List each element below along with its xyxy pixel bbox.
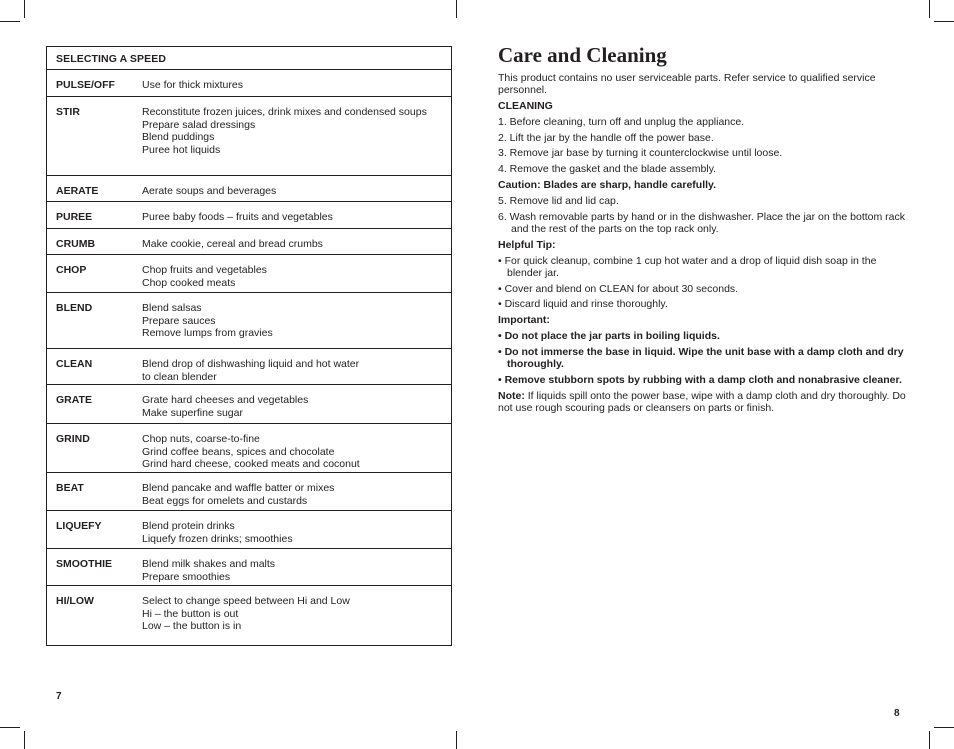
speed-use: Liquefy frozen drinks; smoothies — [142, 532, 293, 545]
cleaning-step: 1. Before cleaning, turn off and unplug the appliance. — [498, 115, 745, 128]
speed-use: Aerate soups and beverages — [142, 185, 277, 197]
speed-uses — [142, 185, 451, 201]
helpful-tip-heading: Helpful Tip: — [498, 238, 556, 251]
speed-name: PUREE — [56, 211, 93, 223]
center-fold-mark — [456, 0, 457, 18]
speed-use: Make cookie, cereal and bread crumbs — [142, 238, 323, 250]
cleaning-step: 4. Remove the gasket and the blade assembly. — [498, 163, 717, 176]
crop-mark — [0, 21, 20, 22]
table-row — [47, 70, 451, 97]
table-row — [47, 255, 451, 293]
speed-use: Beat eggs for omelets and custards — [142, 494, 308, 507]
speed-use: Blend salsas — [142, 302, 202, 314]
table-row — [47, 473, 451, 511]
note-text: If liquids spill onto the power base, wipe with a damp cloth and dry thoroughly. Do not use rough scouring pads or cleansers on parts or finish. — [498, 389, 906, 415]
speed-use: Hi – the button is out — [142, 607, 239, 620]
speed-use: Prepare smoothies — [142, 570, 231, 583]
cleaning-step: 5. Remove lid and lid cap. — [498, 194, 619, 207]
speed-name: SMOOTHIE — [56, 558, 113, 570]
speed-name: GRIND — [56, 433, 90, 445]
table-row — [47, 424, 451, 473]
important-item: • Remove stubborn spots by rubbing with a damp cloth and nonabrasive cleaner. — [498, 373, 902, 386]
speed-name: CLEAN — [56, 358, 93, 370]
note-paragraph — [498, 390, 910, 415]
speed-uses — [142, 358, 451, 384]
speed-use: Select to change speed between Hi and Low — [142, 595, 350, 607]
speed-name: PULSE/OFF — [56, 79, 115, 91]
center-fold-mark — [456, 731, 457, 749]
table-row — [47, 549, 451, 586]
speed-uses — [142, 211, 451, 228]
speed-name: GRATE — [56, 394, 92, 406]
crop-mark — [929, 731, 930, 749]
speed-use: Blend pancake and waffle batter or mixes — [142, 482, 335, 494]
speed-selection-table — [46, 46, 452, 646]
crop-mark — [929, 0, 930, 18]
speed-use: to clean blender — [142, 370, 217, 383]
table-row — [47, 293, 451, 349]
speed-use: Chop fruits and vegetables — [142, 264, 267, 276]
table-row — [47, 229, 451, 255]
speed-uses — [142, 264, 451, 292]
speed-uses — [142, 520, 451, 548]
tip-item: • Cover and blend on CLEAN for about 30 seconds. — [498, 282, 739, 295]
table-header: SELECTING A SPEED — [47, 47, 451, 70]
important-item: • Do not immerse the base in liquid. Wipe the unit base with a damp cloth and dry thoroughly. — [498, 345, 904, 371]
page-number-left: 7 — [56, 691, 62, 702]
table-row — [47, 586, 451, 648]
tip-item: • Discard liquid and rinse thoroughly. — [498, 298, 668, 311]
speed-use: Chop cooked meats — [142, 276, 236, 289]
important-item: • Do not place the jar parts in boiling liquids. — [498, 330, 720, 343]
crop-mark — [0, 727, 20, 728]
speed-use: Blend milk shakes and malts — [142, 558, 276, 570]
cleaning-heading: CLEANING — [498, 100, 553, 113]
speed-uses — [142, 394, 451, 423]
speed-name: LIQUEFY — [56, 520, 102, 532]
speed-uses — [142, 482, 451, 510]
speed-name: HI/LOW — [56, 595, 94, 607]
speed-use: Blend protein drinks — [142, 520, 235, 532]
speed-name: BLEND — [56, 302, 93, 314]
speed-use: Puree hot liquids — [142, 143, 221, 156]
care-and-cleaning-section — [498, 43, 910, 418]
table-row — [47, 349, 451, 385]
cleaning-step: 3. Remove jar base by turning it counterclockwise until loose. — [498, 147, 783, 160]
crop-mark — [934, 727, 954, 728]
speed-use: Grate hard cheeses and vegetables — [142, 394, 309, 406]
speed-uses — [142, 238, 451, 254]
speed-use: Chop nuts, coarse-to-fine — [142, 433, 260, 445]
speed-uses — [142, 595, 451, 648]
speed-use: Grind coffee beans, spices and chocolate — [142, 445, 335, 458]
speed-use: Make superfine sugar — [142, 406, 243, 419]
speed-uses — [142, 106, 451, 175]
crop-mark — [24, 0, 25, 18]
important-heading: Important: — [498, 314, 550, 327]
crop-mark — [24, 731, 25, 749]
table-row — [47, 385, 451, 424]
table-row — [47, 511, 451, 549]
speed-uses — [142, 302, 451, 348]
page-number-right: 8 — [894, 708, 900, 719]
speed-use: Blend drop of dishwashing liquid and hot water — [142, 358, 360, 370]
speed-use: Blend puddings — [142, 131, 215, 143]
table-row — [47, 202, 451, 229]
note-label: Note: — [498, 389, 525, 402]
speed-use: Use for thick mixtures — [142, 79, 243, 91]
crop-mark — [934, 21, 954, 22]
speed-use: Remove lumps from gravies — [142, 327, 273, 339]
section-title: Care and Cleaning — [498, 43, 667, 67]
cleaning-step: 6. Wash removable parts by hand or in the dishwasher. Place the jar on the bottom rack and the rest of the parts on the top rack only. — [498, 210, 905, 235]
intro-text: This product contains no user serviceable parts. Refer service to qualified service personnel. — [498, 72, 876, 97]
speed-name: BEAT — [56, 482, 84, 494]
tip-item: • For quick cleanup, combine 1 cup hot water and a drop of liquid dish soap in the blender jar. — [498, 254, 877, 279]
speed-name: AERATE — [56, 185, 99, 197]
speed-uses — [142, 558, 451, 585]
speed-use: Puree baby foods – fruits and vegetables — [142, 211, 333, 223]
speed-use: Prepare salad dressings — [142, 118, 256, 131]
table-row — [47, 97, 451, 176]
speed-use: Prepare sauces — [142, 314, 216, 327]
cleaning-step: 2. Lift the jar by the handle off the power base. — [498, 131, 714, 144]
table-body — [47, 70, 451, 648]
speed-uses — [142, 433, 451, 472]
caution-text: Caution: Blades are sharp, handle carefully. — [498, 179, 717, 192]
speed-uses — [142, 79, 451, 96]
table-row — [47, 176, 451, 202]
speed-use: Grind hard cheese, cooked meats and coconut — [142, 458, 360, 470]
speed-name: CRUMB — [56, 238, 96, 250]
speed-use: Low – the button is in — [142, 620, 242, 632]
speed-use: Reconstitute frozen juices, drink mixes and condensed soups — [142, 106, 427, 118]
speed-name: CHOP — [56, 264, 87, 276]
speed-name: STIR — [56, 106, 80, 118]
